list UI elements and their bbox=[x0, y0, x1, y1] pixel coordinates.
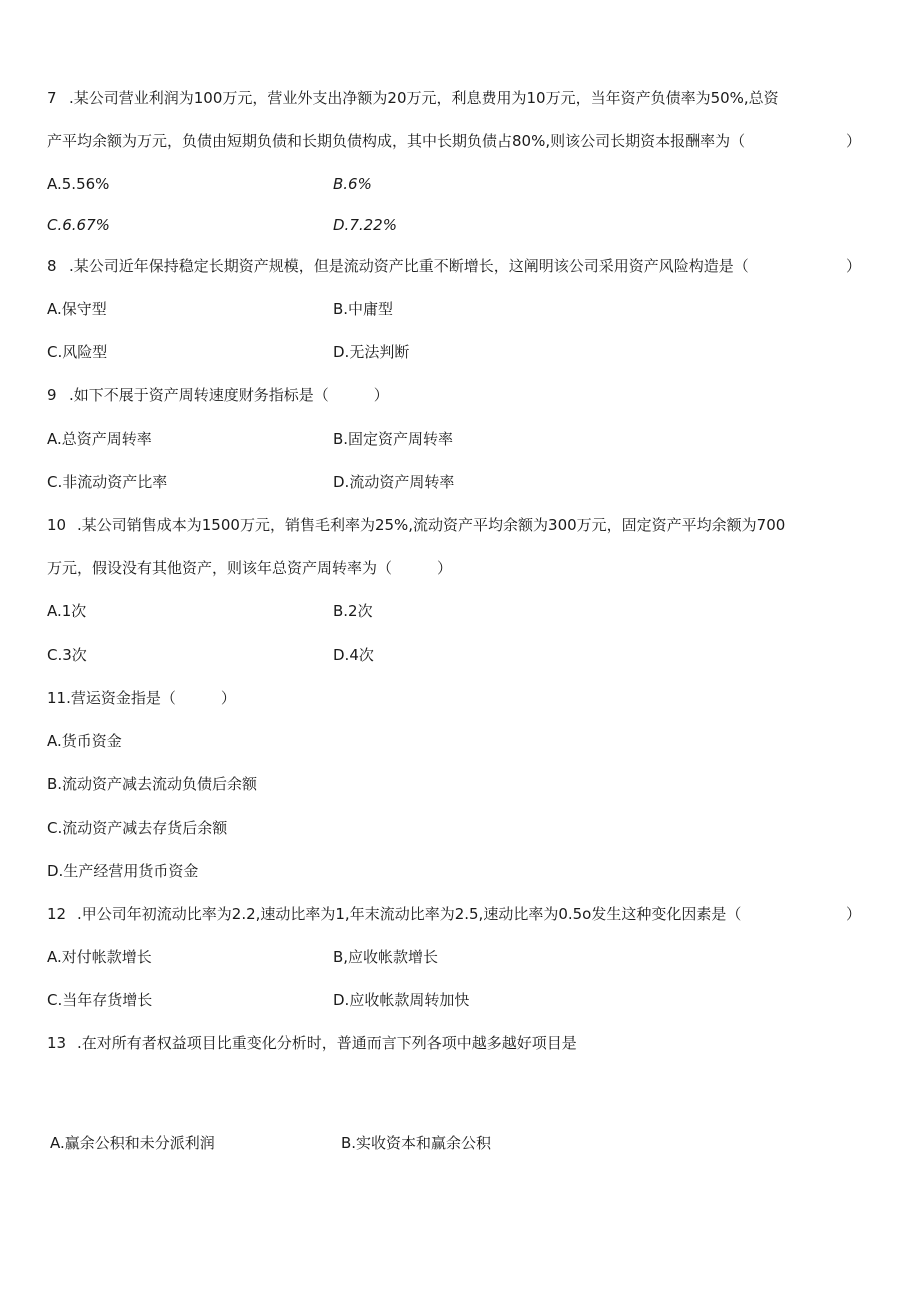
option-a: A.货币资金 bbox=[47, 732, 122, 750]
option-d: D.无法判断 bbox=[333, 343, 410, 361]
option-b: B.流动资产减去流动负债后余额 bbox=[47, 775, 258, 793]
question-text: .如下不展于资产周转速度财务指标是（ ） bbox=[69, 386, 389, 404]
option-c: C.当年存货增长 bbox=[47, 991, 153, 1009]
question-text: .某公司近年保持稳定长期资产规模，但是流动资产比重不断增长，这阐明该公司采用资产风险构造是（ bbox=[69, 257, 749, 275]
question-number: 9 bbox=[47, 386, 57, 404]
option-d: D.应收帐款周转加快 bbox=[333, 991, 470, 1009]
option-b: B.中庸型 bbox=[333, 300, 394, 318]
option-c: C.6.67% bbox=[47, 216, 110, 234]
option-d: D.4次 bbox=[333, 646, 374, 664]
question-12 bbox=[47, 904, 741, 924]
question-text: .某公司销售成本为1500万元，销售毛利率为25%,流动资产平均余额为300万元，固定资产平均余额为700 bbox=[77, 516, 786, 534]
option-c: C.3次 bbox=[47, 646, 87, 664]
answer-paren-close: ） bbox=[846, 132, 862, 150]
option-a: A.赢余公积和未分派利润 bbox=[50, 1134, 215, 1152]
question-text: .甲公司年初流动比率为2.2,速动比率为1,年末流动比率为2.5,速动比率为0.5o发生这种变化因素是（ bbox=[77, 905, 742, 923]
option-b: B.实收资本和赢余公积 bbox=[341, 1134, 492, 1152]
option-d: D.生产经营用货币资金 bbox=[47, 862, 199, 880]
question-13 bbox=[47, 1033, 577, 1053]
option-b: B,应收帐款增长 bbox=[333, 948, 439, 966]
option-a: A.保守型 bbox=[47, 300, 107, 318]
question-9 bbox=[47, 385, 389, 405]
option-b: B.2次 bbox=[333, 602, 373, 620]
question-7 bbox=[47, 88, 779, 108]
answer-paren-close: ） bbox=[846, 257, 862, 275]
option-a: A.总资产周转率 bbox=[47, 430, 152, 448]
question-number: 12 bbox=[47, 905, 67, 923]
question-text: .在对所有者权益项目比重变化分析时，普通而言下列各项中越多越好项目是 bbox=[77, 1034, 577, 1052]
option-c: C.风险型 bbox=[47, 343, 108, 361]
question-7-continued bbox=[47, 131, 745, 151]
question-text: .某公司营业利润为100万元，营业外支出净额为20万元，利息费用为10万元，当年资产负债率为50%,总资 bbox=[69, 89, 779, 107]
option-a: A.1次 bbox=[47, 602, 87, 620]
answer-paren-close: ） bbox=[846, 905, 862, 923]
question-10 bbox=[47, 515, 785, 535]
question-11: 11.营运资金指是（ ） bbox=[47, 689, 236, 707]
question-10-continued bbox=[47, 558, 452, 578]
option-b: B.固定资产周转率 bbox=[333, 430, 454, 448]
option-d: D.流动资产周转率 bbox=[333, 473, 455, 491]
option-a: A.对付帐款增长 bbox=[47, 948, 152, 966]
question-text: 万元，假设没有其他资产，则该年总资产周转率为（ ） bbox=[47, 559, 453, 577]
option-c: C.非流动资产比率 bbox=[47, 473, 168, 491]
option-b: B.6% bbox=[333, 175, 372, 193]
question-text: 产平均余额为万元，负债由短期负债和长期负债构成，其中长期负债占80%,则该公司长期资本报酬率为（ bbox=[47, 132, 746, 150]
question-8 bbox=[47, 256, 749, 276]
question-number: 7 bbox=[47, 89, 57, 107]
question-number: 13 bbox=[47, 1034, 67, 1052]
option-c: C.流动资产减去存货后余额 bbox=[47, 819, 228, 837]
option-d: D.7.22% bbox=[333, 216, 397, 234]
question-number: 8 bbox=[47, 257, 57, 275]
option-a: A.5.56% bbox=[47, 175, 110, 193]
question-number: 10 bbox=[47, 516, 67, 534]
